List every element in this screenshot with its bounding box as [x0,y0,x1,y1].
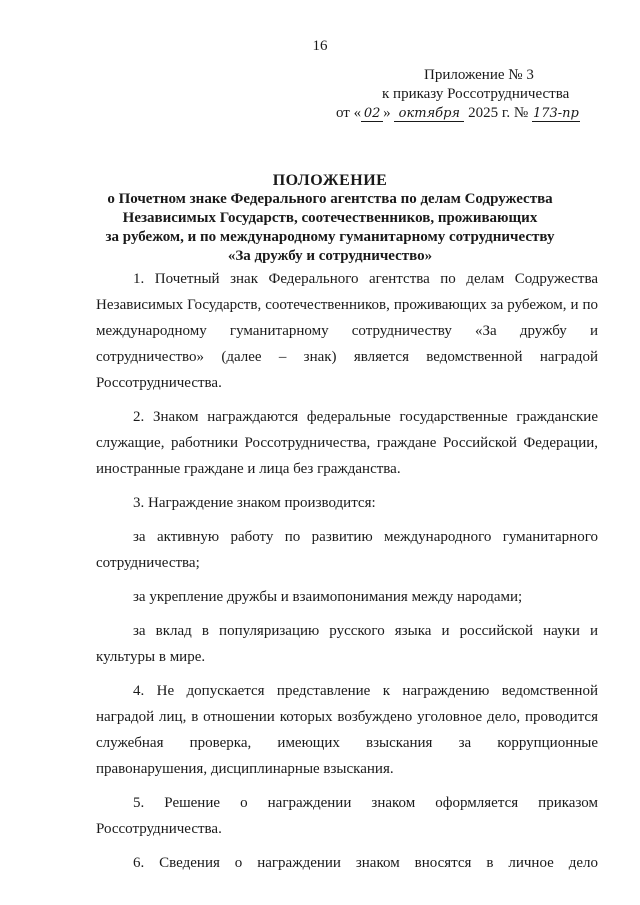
handwritten-order-number: 173-пр [532,106,579,121]
handwritten-month: октября [394,106,464,122]
handwritten-day: 02 [361,106,383,122]
title-line-4: «За дружбу и сотрудничество» [227,248,433,264]
paragraph-4: 4. Не допускается представление к награждению ведомственной наградой лиц, в отношении которых возбуждено уголовное дело, проводится служебная проверка, имеющих взыскания за коррупционные правонарушения, дисциплинарные взыскания. [96,683,598,777]
paragraph-3-item-3: за вклад в популяризацию русского языка и российской науки и культуры в мире. [96,623,598,665]
document-title-block [60,171,600,266]
paragraph-3: 3. Награждение знаком производится: [133,495,376,511]
year-and-number-label: 2025 г. № [468,105,529,121]
date-quote-close: » [383,105,391,121]
title-line-1: о Почетном знаке Федерального агентства по делам Содружества [107,191,553,207]
appendix-title: Приложение № 3 [424,67,534,83]
appendix-order-ref: к приказу Россотрудничества [382,86,570,102]
paragraph-5: 5. Решение о награждении знаком оформляется приказом Россотрудничества. [96,795,598,837]
paragraph-6: 6. Сведения о награждении знаком вносятся в личное дело [133,855,598,871]
paragraph-3-item-2: за укрепление дружбы и взаимопонимания между народами; [133,589,523,605]
appendix-header [300,66,610,123]
document-heading: ПОЛОЖЕНИЕ [272,172,388,189]
date-prefix: от « [336,105,362,121]
title-line-2: Независимых Государств, соотечественников, проживающих [122,210,538,226]
appendix-date-line [300,104,610,123]
paragraph-2: 2. Знаком награждаются федеральные государственные гражданские служащие, работники Россотрудничества, граждане Российской Федерации, иностранные граждане и лица без гражданства. [96,409,598,477]
title-line-3: за рубежом, и по международному гуманитарному сотрудничеству [105,229,555,245]
page-number: 16 [312,38,328,54]
document-body [96,266,598,884]
paragraph-1: 1. Почетный знак Федерального агентства по делам Содружества Независимых Государств, соотечественников, проживающих за рубежом, и по международному гуманитарному сотрудничеству «За дружбу и сотрудничество» (далее – знак) является ведомственной наградой Россотрудничества. [96,271,598,391]
paragraph-3-item-1: за активную работу по развитию международного гуманитарного сотрудничества; [96,529,598,571]
